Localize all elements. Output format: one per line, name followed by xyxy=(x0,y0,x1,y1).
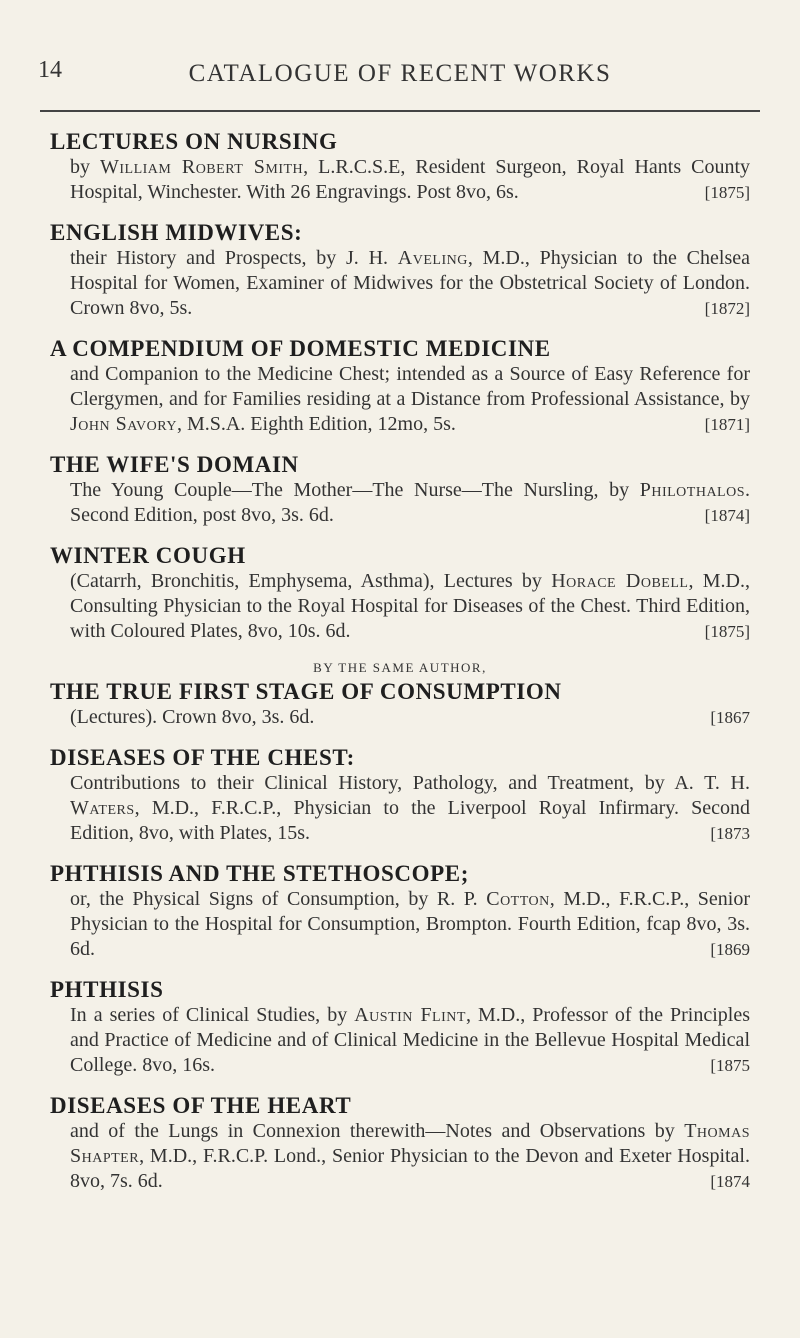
same-author-note: BY THE SAME AUTHOR, xyxy=(313,660,487,675)
entry-text: , M.S.A. Eighth Edition, 12mo, 5s. xyxy=(176,413,456,435)
entry-description xyxy=(70,887,750,962)
entry-description xyxy=(70,771,750,846)
entry-year: [1875] xyxy=(704,622,750,641)
entry-author: Horace Dobell xyxy=(551,570,689,592)
entry-author: Aveling xyxy=(397,247,468,269)
entry-text: their History and Prospects, by J. H. xyxy=(70,247,398,269)
entry-text: , M.D., F.R.C.P., Physician to the Liverpool Royal Infirmary. Second Edition, 8vo, with Plates, 15s. xyxy=(70,797,750,844)
entry-title: PHTHISIS xyxy=(50,977,164,1002)
entry-author: Philothalos xyxy=(639,479,745,501)
entry-description xyxy=(70,155,750,205)
entry-author: Thomas Shapter xyxy=(70,1120,750,1167)
entry-title: WINTER COUGH xyxy=(50,543,246,568)
catalogue-entry xyxy=(50,1092,750,1194)
entry-title: DISEASES OF THE HEART xyxy=(50,1093,352,1118)
entry-year: [1875] xyxy=(704,183,750,202)
entry-title: A COMPENDIUM OF DOMESTIC MEDICINE xyxy=(50,336,551,361)
entry-text: , M.D., Professor of the Principles and Practice of Medicine and of Clinical Medicine in the Bellevue Hospital Medical College. 8vo, 16s. xyxy=(70,1004,750,1076)
catalogue-entry xyxy=(50,542,750,644)
entry-year: [1875 xyxy=(710,1056,750,1075)
entry-title: ENGLISH MIDWIVES: xyxy=(50,220,303,245)
catalogue-entry xyxy=(50,451,750,528)
entry-text: Contributions to their Clinical History, Pathology, and Treatment, by A. T. H. xyxy=(70,772,750,794)
entry-year: [1873 xyxy=(710,824,750,843)
catalogue-entries xyxy=(50,114,750,1194)
entry-text: by xyxy=(70,156,100,178)
entry-description xyxy=(70,362,750,437)
entry-description xyxy=(70,1003,750,1078)
entry-text: In a series of Clinical Studies, by xyxy=(70,1004,355,1026)
entry-text: (Lectures). Crown 8vo, 3s. 6d. xyxy=(70,706,315,728)
entry-text: or, the Physical Signs of Consumption, by R. P. xyxy=(70,888,487,910)
entry-year: [1872] xyxy=(704,299,750,318)
entry-text: (Catarrh, Bronchitis, Emphysema, Asthma), Lectures by xyxy=(70,570,552,592)
entry-title: PHTHISIS AND THE STETHOSCOPE; xyxy=(50,861,469,886)
entry-text: , L.R.C.S.E, Resident Surgeon, Royal Hants County Hospital, Winchester. With 26 Engravings. Post 8vo, 6s. xyxy=(70,156,751,203)
catalogue-entry xyxy=(50,744,750,846)
entry-description xyxy=(70,478,750,528)
entry-title: DISEASES OF THE CHEST: xyxy=(50,745,355,770)
entry-text: . Second Edition, post 8vo, 3s. 6d. xyxy=(70,479,750,526)
catalogue-entry xyxy=(50,678,750,730)
entry-text: , M.D., Consulting Physician to the Royal Hospital for Diseases of the Chest. Third Edition, with Coloured Plates, 8vo, 10s. 6d. xyxy=(70,570,750,642)
entry-year: [1874] xyxy=(704,506,750,525)
entry-author: Cotton xyxy=(486,888,550,910)
catalogue-entry xyxy=(50,976,750,1078)
header-rule xyxy=(40,110,760,112)
entry-text: , M.D., F.R.C.P., Senior Physician to the Hospital for Consumption, Brompton. Fourth Edition, fcap 8vo, 3s. 6d. xyxy=(70,888,750,960)
entry-year: [1867 xyxy=(710,708,750,727)
entry-description xyxy=(70,1119,750,1194)
entry-author: William Robert Smith xyxy=(100,156,304,178)
entry-text: , M.D., F.R.C.P. Lond., Senior Physician to the Devon and Exeter Hospital. 8vo, 7s. 6d. xyxy=(70,1145,750,1192)
catalogue-entry xyxy=(50,335,750,437)
entry-text: The Young Couple—The Mother—The Nurse—The Nursling, by xyxy=(70,479,640,501)
entry-description xyxy=(70,705,750,730)
entry-year: [1869 xyxy=(710,940,750,959)
entry-text: and of the Lungs in Connexion therewith—Notes and Observations by xyxy=(70,1120,685,1142)
entry-description xyxy=(70,569,750,644)
catalogue-entry xyxy=(50,860,750,962)
entry-title: THE WIFE'S DOMAIN xyxy=(50,452,299,477)
catalogue-entry xyxy=(50,128,750,205)
entry-text: and Companion to the Medicine Chest; intended as a Source of Easy Reference for Clergymen, and for Families residing at a Distance from Professional Assistance, by xyxy=(70,363,750,410)
entry-title: THE TRUE FIRST STAGE OF CONSUMPTION xyxy=(50,679,562,704)
entry-year: [1871] xyxy=(704,415,750,434)
entry-description xyxy=(70,246,750,321)
entry-text: , M.D., Physician to the Chelsea Hospital for Women, Examiner of Midwives for the Obstetrical Society of London. Crown 8vo, 5s. xyxy=(70,247,750,319)
entry-author: John Savory xyxy=(70,413,177,435)
entry-year: [1874 xyxy=(710,1172,750,1191)
running-title: CATALOGUE OF RECENT WORKS xyxy=(188,60,612,87)
page-number: 14 xyxy=(38,57,62,83)
entry-author: Austin Flint xyxy=(354,1004,466,1026)
entry-title: LECTURES ON NURSING xyxy=(50,129,338,154)
catalogue-entry xyxy=(50,219,750,321)
entry-author: Waters xyxy=(70,797,135,819)
